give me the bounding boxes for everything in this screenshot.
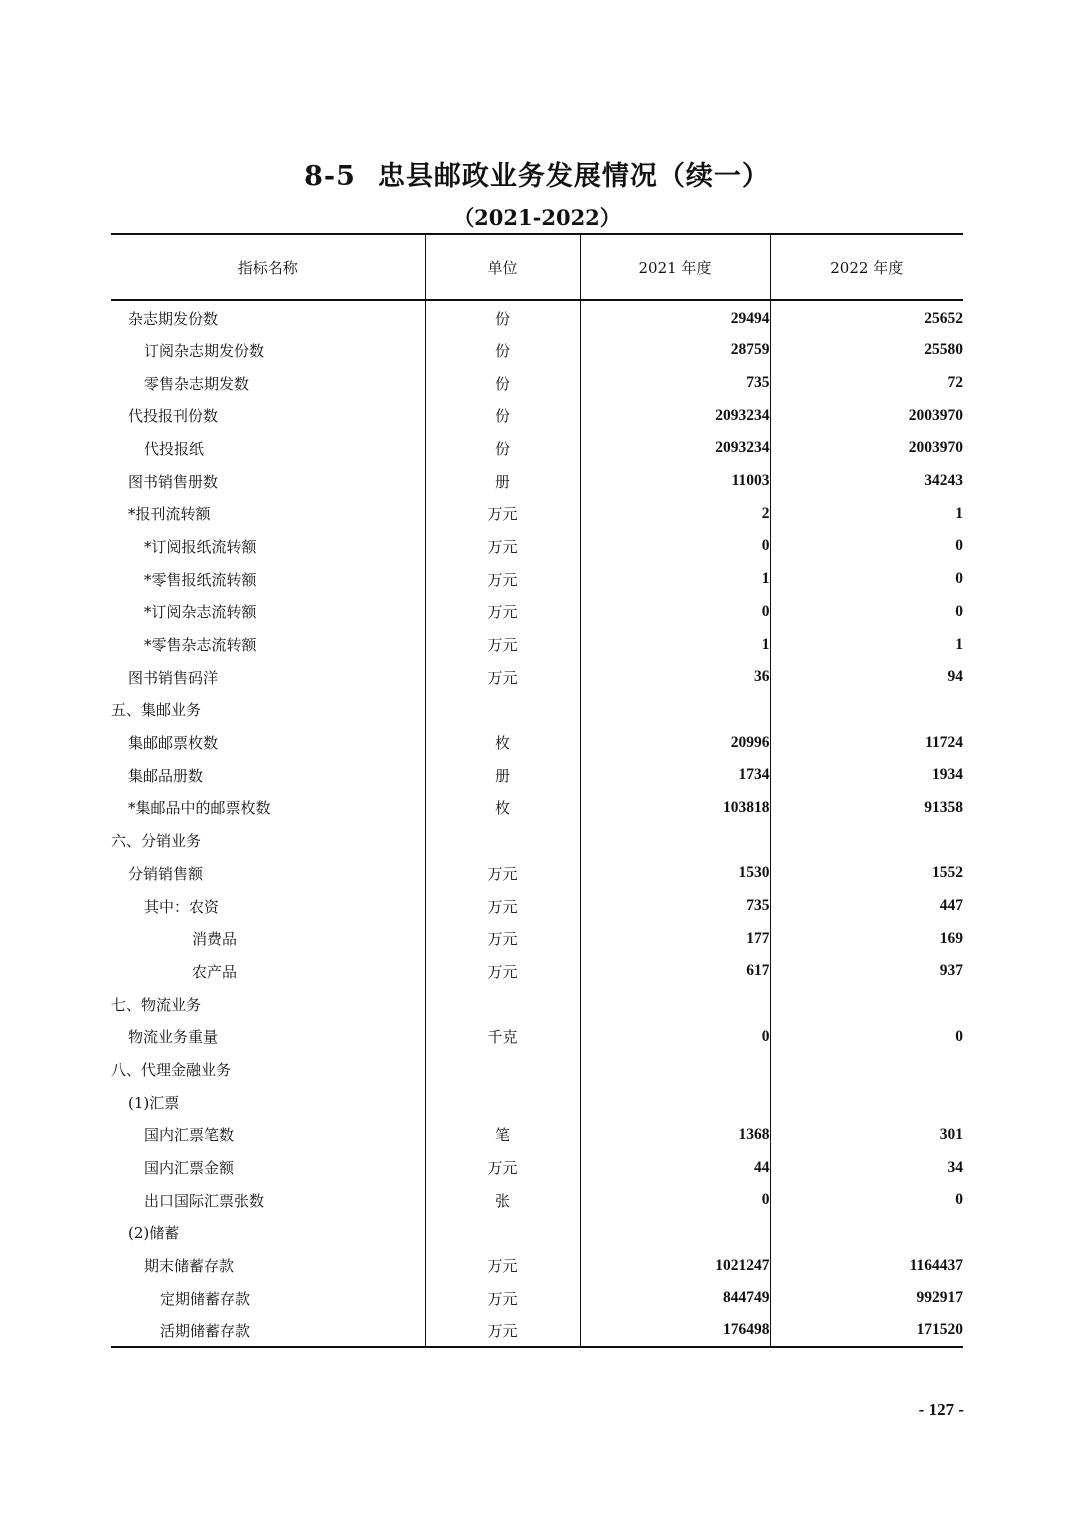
value-2022-cell	[770, 824, 963, 857]
table-row	[111, 792, 963, 825]
value-2021-cell	[580, 988, 770, 1021]
value-2021-cell	[580, 1086, 770, 1119]
unit-cell: 张	[425, 1184, 580, 1217]
value-2021-cell: 0	[580, 1020, 770, 1053]
value-2021-cell	[580, 694, 770, 727]
value-2021-cell: 735	[580, 367, 770, 400]
unit-cell: 万元	[425, 1315, 580, 1348]
header-unit: 单位	[425, 234, 580, 300]
indicator-name-cell: 杂志期发份数	[128, 310, 219, 328]
table-row	[111, 334, 963, 367]
value-2022-cell: 1	[770, 497, 963, 530]
value-2021-cell: 0	[580, 596, 770, 629]
table-row	[111, 1151, 963, 1184]
table-row	[111, 857, 963, 890]
table-row	[111, 367, 963, 400]
table-row	[111, 1119, 963, 1152]
value-2022-cell: 169	[770, 922, 963, 955]
table-row	[111, 1086, 963, 1119]
value-2022-cell: 11724	[770, 726, 963, 759]
indicator-name-cell: (2)储蓄	[128, 1224, 180, 1243]
unit-cell: 枚	[425, 726, 580, 759]
value-2022-cell: 1	[770, 628, 963, 661]
table-row	[111, 1249, 963, 1282]
unit-cell: 万元	[425, 955, 580, 988]
indicator-name-cell: *订阅报纸流转额	[144, 537, 257, 556]
table-number: 8-5	[304, 161, 356, 192]
value-2021-cell: 1734	[580, 759, 770, 792]
indicator-name-cell: *零售杂志流转额	[144, 636, 257, 655]
value-2021-cell: 2	[580, 497, 770, 530]
indicator-name-cell: 七、物流业务	[111, 995, 202, 1014]
value-2021-cell: 0	[580, 1184, 770, 1217]
indicator-name-cell: 期末储蓄存款	[144, 1257, 235, 1276]
table-row	[111, 661, 963, 694]
value-2021-cell: 1530	[580, 857, 770, 890]
unit-cell: 册	[425, 759, 580, 792]
unit-cell: 万元	[425, 1151, 580, 1184]
unit-cell: 万元	[425, 497, 580, 530]
unit-cell: 份	[425, 367, 580, 400]
value-2022-cell: 2003970	[770, 399, 963, 432]
indicator-name-cell: 其中：农资	[144, 897, 220, 916]
value-2021-cell: 1368	[580, 1119, 770, 1152]
value-2022-cell	[770, 1086, 963, 1119]
unit-cell: 千克	[425, 1020, 580, 1053]
value-2021-cell: 0	[580, 530, 770, 563]
indicator-name-cell: 定期储蓄存款	[160, 1289, 251, 1308]
table-row	[111, 1020, 963, 1053]
unit-cell	[425, 694, 580, 727]
value-2022-cell: 0	[770, 563, 963, 596]
value-2021-cell: 103818	[580, 792, 770, 825]
header-indicator-name: 指标名称	[111, 234, 425, 300]
year-range: （2021-2022）	[453, 205, 621, 230]
value-2021-cell: 11003	[580, 465, 770, 498]
indicator-name-cell: 农产品	[192, 962, 238, 981]
value-2021-cell: 36	[580, 661, 770, 694]
unit-cell: 万元	[425, 596, 580, 629]
table-row	[111, 1053, 963, 1086]
value-2021-cell: 844749	[580, 1282, 770, 1315]
value-2022-cell: 0	[770, 1020, 963, 1053]
value-2021-cell: 1	[580, 563, 770, 596]
table-row	[111, 399, 963, 432]
header-2022: 2022 年度	[770, 234, 963, 300]
table-row	[111, 726, 963, 759]
unit-cell	[425, 988, 580, 1021]
value-2022-cell: 2003970	[770, 432, 963, 465]
table-row	[111, 1282, 963, 1315]
indicator-name-cell: 订阅杂志期发份数	[144, 341, 265, 360]
value-2021-cell: 29494	[580, 300, 770, 334]
indicator-name-cell: *订阅杂志流转额	[144, 603, 257, 622]
indicator-name-cell: 图书销售册数	[128, 472, 219, 491]
indicator-name-cell: 集邮品册数	[128, 766, 204, 785]
unit-cell: 万元	[425, 922, 580, 955]
value-2021-cell	[580, 824, 770, 857]
table-row	[111, 1217, 963, 1250]
value-2021-cell: 2093234	[580, 432, 770, 465]
table-row	[111, 628, 963, 661]
value-2022-cell	[770, 988, 963, 1021]
indicator-name-cell: *集邮品中的邮票枚数	[128, 799, 271, 818]
page-title	[0, 154, 1074, 193]
table-row	[111, 1315, 963, 1348]
value-2021-cell: 2093234	[580, 399, 770, 432]
table-title-text: 忠县邮政业务发展情况（续一）	[377, 161, 770, 192]
indicator-name-cell: 集邮邮票枚数	[128, 734, 219, 753]
value-2021-cell	[580, 1217, 770, 1250]
value-2021-cell	[580, 1053, 770, 1086]
table-row	[111, 530, 963, 563]
value-2021-cell: 44	[580, 1151, 770, 1184]
unit-cell	[425, 1217, 580, 1250]
indicator-name-cell: 八、代理金融业务	[111, 1060, 232, 1079]
value-2021-cell: 1	[580, 628, 770, 661]
value-2022-cell	[770, 1053, 963, 1086]
value-2022-cell: 992917	[770, 1282, 963, 1315]
value-2022-cell: 1934	[770, 759, 963, 792]
table-row	[111, 890, 963, 923]
table-row	[111, 824, 963, 857]
indicator-name-cell: 零售杂志期发数	[144, 374, 250, 393]
unit-cell	[425, 1053, 580, 1086]
value-2022-cell: 25580	[770, 334, 963, 367]
unit-cell	[425, 824, 580, 857]
value-2022-cell: 25652	[770, 300, 963, 334]
table-row	[111, 497, 963, 530]
value-2022-cell: 91358	[770, 792, 963, 825]
table-row	[111, 596, 963, 629]
value-2022-cell: 0	[770, 1184, 963, 1217]
value-2022-cell: 94	[770, 661, 963, 694]
table-body	[111, 300, 963, 1347]
unit-cell: 万元	[425, 628, 580, 661]
value-2021-cell: 1021247	[580, 1249, 770, 1282]
value-2022-cell: 447	[770, 890, 963, 923]
unit-cell: 份	[425, 399, 580, 432]
indicator-name-cell: (1)汇票	[128, 1093, 180, 1112]
indicator-name-cell: 五、集邮业务	[111, 701, 202, 720]
value-2021-cell: 176498	[580, 1315, 770, 1348]
value-2022-cell: 937	[770, 955, 963, 988]
value-2022-cell: 1552	[770, 857, 963, 890]
unit-cell: 万元	[425, 1249, 580, 1282]
indicator-name-cell: 代投报刊份数	[128, 407, 219, 426]
value-2022-cell	[770, 1217, 963, 1250]
value-2022-cell: 72	[770, 367, 963, 400]
unit-cell	[425, 1086, 580, 1119]
unit-cell: 万元	[425, 890, 580, 923]
value-2021-cell: 28759	[580, 334, 770, 367]
table-row	[111, 922, 963, 955]
table-row	[111, 694, 963, 727]
unit-cell: 枚	[425, 792, 580, 825]
table-row	[111, 988, 963, 1021]
value-2022-cell: 34	[770, 1151, 963, 1184]
table-row	[111, 465, 963, 498]
unit-cell: 万元	[425, 563, 580, 596]
unit-cell: 笔	[425, 1119, 580, 1152]
indicator-name-cell: 国内汇票笔数	[144, 1126, 235, 1145]
value-2022-cell: 0	[770, 530, 963, 563]
indicator-name-cell: *报刊流转额	[128, 505, 211, 524]
header-2021: 2021 年度	[580, 234, 770, 300]
header-row	[111, 234, 963, 300]
value-2021-cell: 617	[580, 955, 770, 988]
indicator-name-cell: *零售报纸流转额	[144, 570, 257, 589]
table-row	[111, 955, 963, 988]
unit-cell: 万元	[425, 857, 580, 890]
indicator-name-cell: 出口国际汇票张数	[144, 1191, 265, 1210]
unit-cell: 份	[425, 300, 580, 334]
table-row	[111, 432, 963, 465]
indicator-name-cell: 国内汇票金额	[144, 1159, 235, 1178]
table-row	[111, 759, 963, 792]
value-2022-cell	[770, 694, 963, 727]
indicator-name-cell: 消费品	[192, 930, 238, 949]
table-row	[111, 300, 963, 334]
value-2022-cell: 34243	[770, 465, 963, 498]
value-2021-cell: 735	[580, 890, 770, 923]
indicator-name-cell: 物流业务重量	[128, 1028, 219, 1047]
value-2022-cell: 0	[770, 596, 963, 629]
value-2022-cell: 171520	[770, 1315, 963, 1348]
unit-cell: 万元	[425, 661, 580, 694]
table-row	[111, 1184, 963, 1217]
indicator-name-cell: 六、分销业务	[111, 832, 202, 851]
indicator-name-cell: 活期储蓄存款	[111, 1315, 425, 1348]
indicator-name-cell: 代投报纸	[144, 439, 205, 458]
value-2021-cell: 20996	[580, 726, 770, 759]
value-2022-cell: 301	[770, 1119, 963, 1152]
unit-cell: 份	[425, 432, 580, 465]
page-number: - 127 -	[918, 1400, 964, 1419]
indicator-name-cell: 分销销售额	[128, 864, 204, 883]
unit-cell: 万元	[425, 1282, 580, 1315]
value-2022-cell: 1164437	[770, 1249, 963, 1282]
indicator-name-cell: 图书销售码洋	[128, 668, 219, 687]
unit-cell: 万元	[425, 530, 580, 563]
statistics-table	[111, 233, 963, 1348]
unit-cell: 份	[425, 334, 580, 367]
unit-cell: 册	[425, 465, 580, 498]
value-2021-cell: 177	[580, 922, 770, 955]
table-row	[111, 563, 963, 596]
